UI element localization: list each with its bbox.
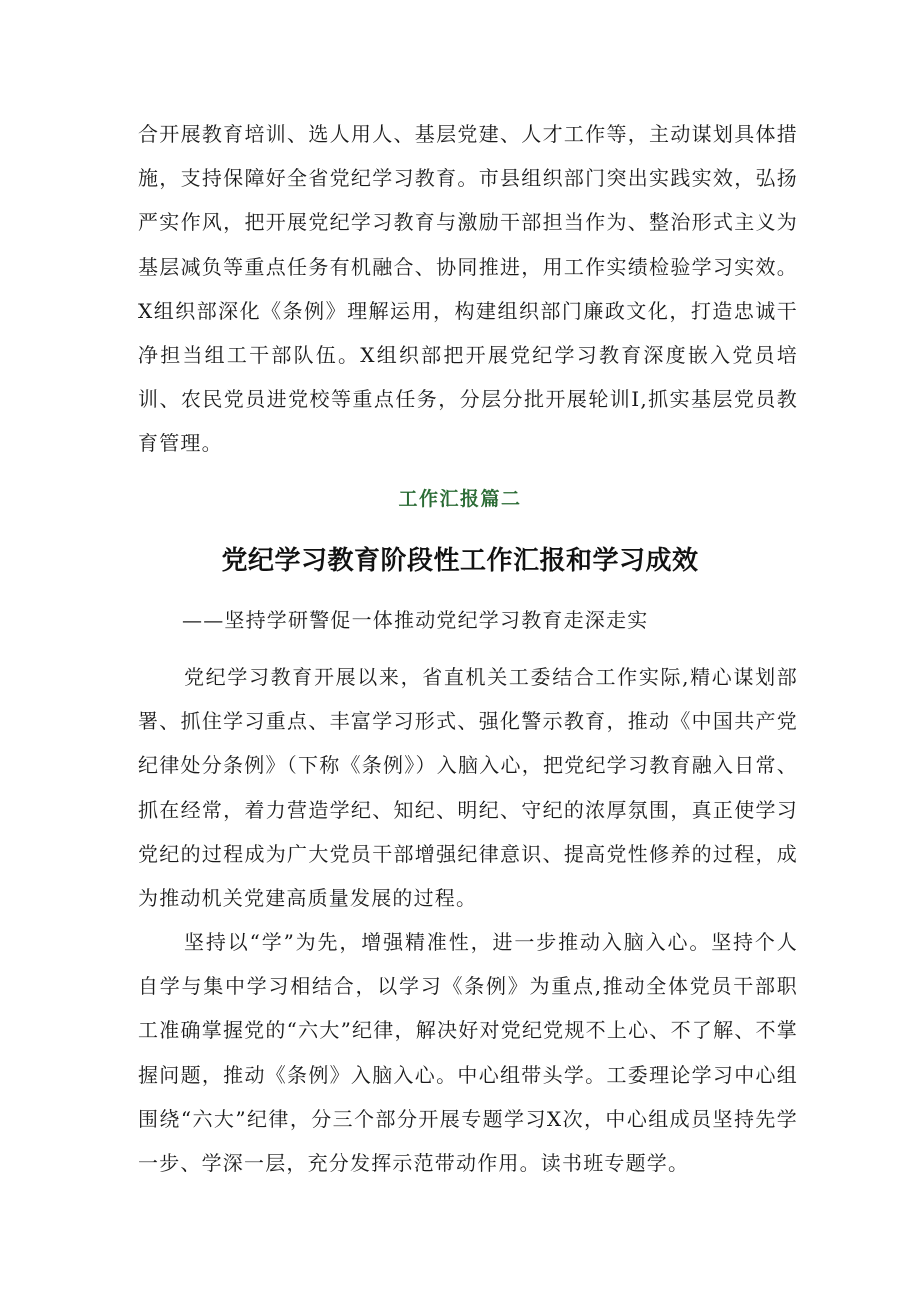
section-label: 工作汇报篇二 bbox=[398, 488, 522, 510]
paragraph-intro: 党纪学习教育开展以来，省直机关工委结合工作实际,精心谋划部署、抓住学习重点、丰富学习形式、强化警示教育，推动《中国共产党纪律处分条例》（下称《条例》）入脑入心，把党纪学习教育融入日常、抓在经常，着力营造学纪、知纪、明纪、守纪的浓厚氛围，真正使学习党纪的过程成为广大党员干部增强纪律意识、提高党性修养的过程，成为推动机关党建高质量发展的过程。 bbox=[138, 665, 798, 911]
document-subtitle: ——坚持学研警促一体推动党纪学习教育走深走实 bbox=[182, 608, 649, 632]
paragraph-continuation: 合开展教育培训、选人用人、基层党建、人才工作等，主动谋划具体措施，支持保障好全省党纪学习教育。市县组织部门突出实践实效，弘扬严实作风，把开展党纪学习教育与激励干部担当作为、整治形式主义为基层减负等重点任务有机融合、协同推进，用工作实绩检验学习实效。X组织部深化《条例》理解运用，构建组织部门廉政文化，打造忠诚干净担当组工干部队伍。X组织部把开展党纪学习教育深度嵌入党员培训、农民党员进党校等重点任务，分层分批开展轮训I,抓实基层党员教育管理。 bbox=[138, 122, 798, 456]
paragraph-learning-first: 坚持以“学”为先，增强精准性，进一步推动入脑入心。坚持个人自学与集中学习相结合，以学习《条例》为重点,推动全体党员干部职工准确掌握党的“六大”纪律，解决好对党纪党规不上心、不了解、不掌握问题，推动《条例》入脑入心。中心组带头学。工委理论学习中心组围绕“六大”纪律，分三个部分开展专题学习X次，中心组成员坚持先学一步、学深一层，充分发挥示范带动作用。读书班专题学。 bbox=[138, 930, 798, 1176]
document-title: 党纪学习教育阶段性工作汇报和学习成效 bbox=[221, 546, 699, 576]
